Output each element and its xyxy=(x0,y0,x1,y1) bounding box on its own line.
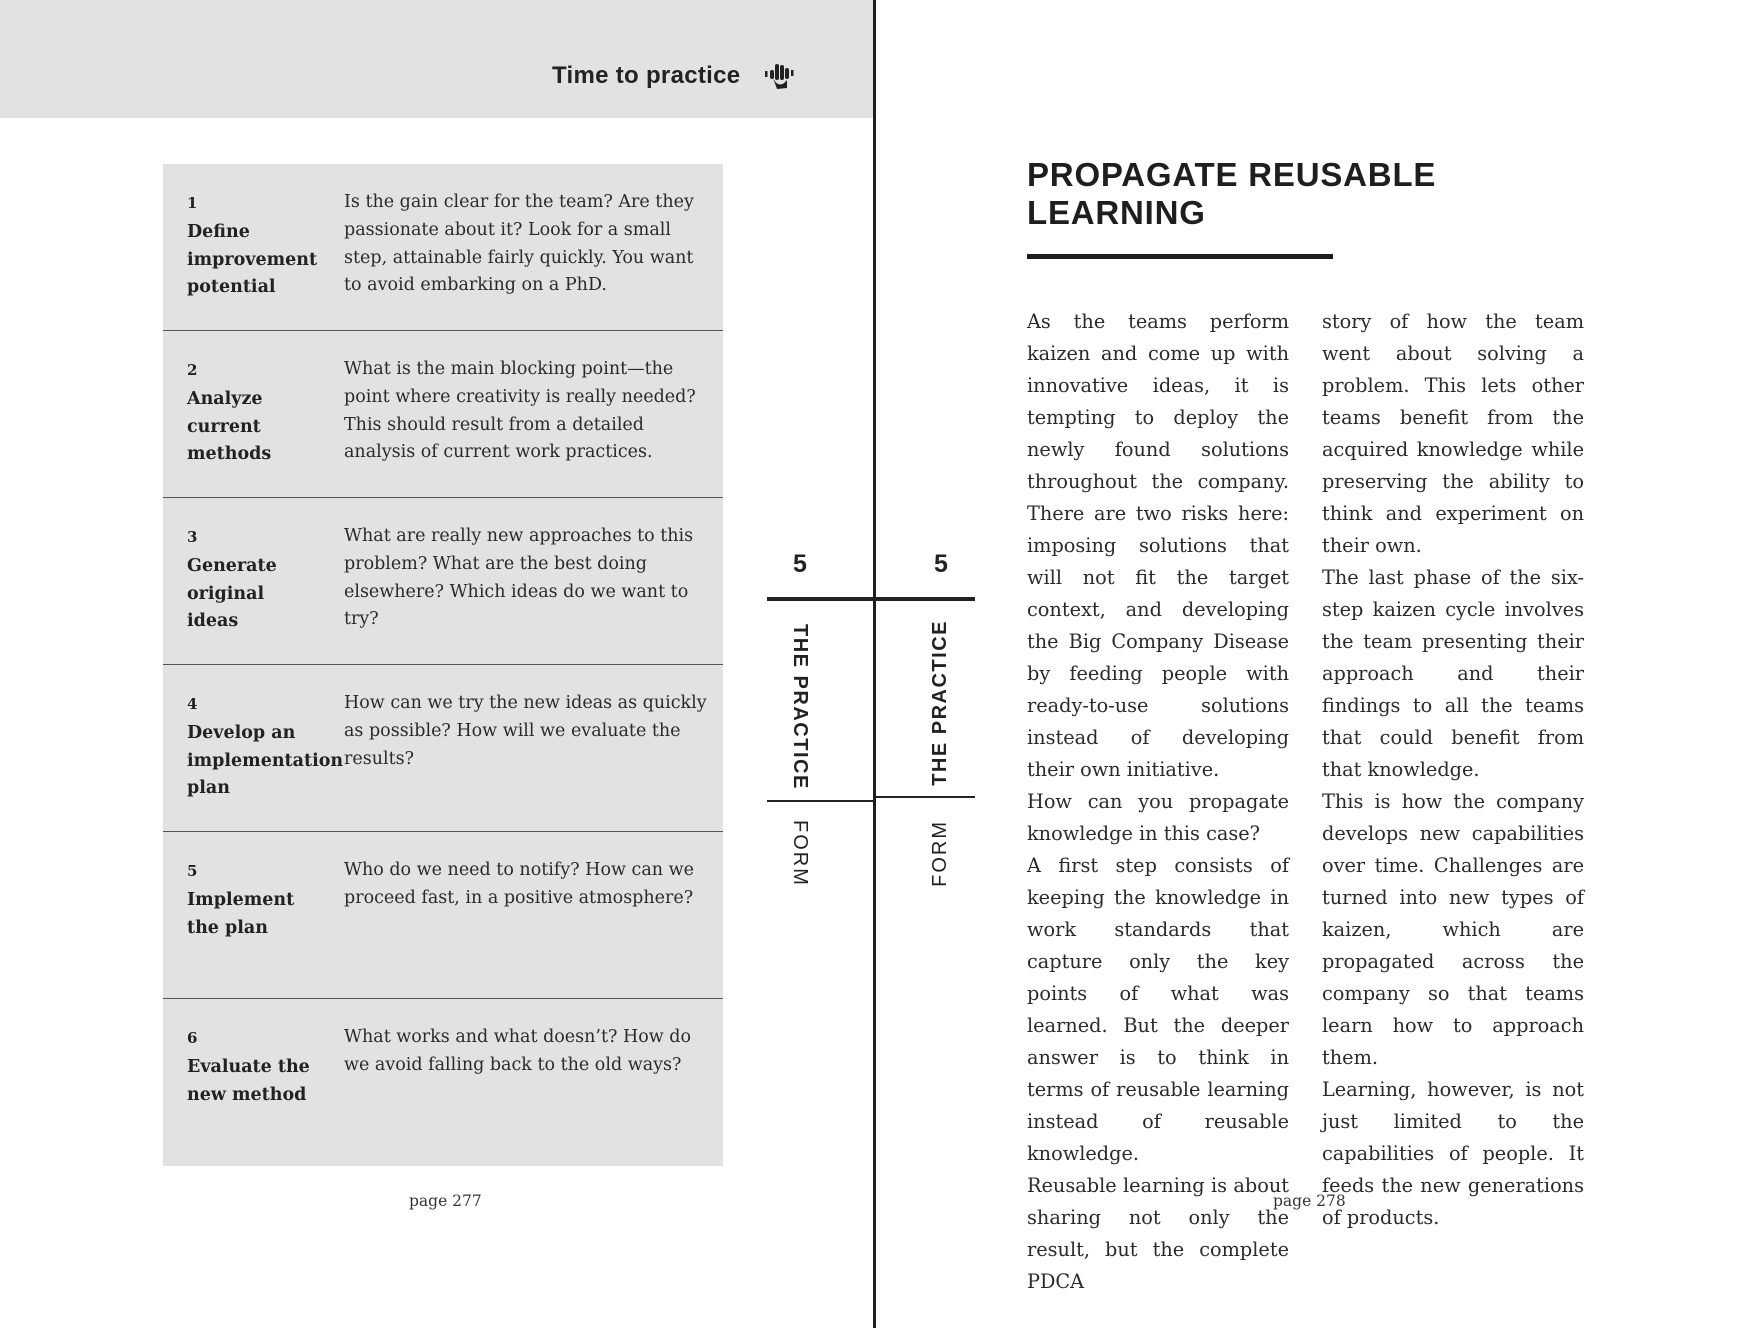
header-band xyxy=(0,0,875,118)
body-column-2 xyxy=(1322,306,1584,1234)
paragraph: A first step consists of keeping the knowledge in work standards that capture only the key points of what was learned. But the deeper answer is to think in terms of reusable learning instead of reusable knowledge. xyxy=(1027,854,1289,1165)
tab-label-form-left: FORM xyxy=(789,820,811,887)
step-number: 2 xyxy=(187,361,198,379)
step-row-2 xyxy=(163,331,723,498)
paragraph: As the teams perform kaizen and come up with innovative ideas, it is tempting to deploy the newly found solutions throughout the company. There are two risks here: imposing solutions that will not fit the target context, and developing the Big Company Disease by feeding people with ready-to-use solutions instead of developing their own initiative. xyxy=(1027,310,1289,781)
section-title-line-2: LEARNING xyxy=(1027,194,1206,231)
paragraph: How can you propagate knowledge in this case? xyxy=(1027,790,1289,845)
page-divider xyxy=(873,0,876,1328)
page-number-left: page 277 xyxy=(409,1192,482,1210)
tab-label-practice-right: THE PRACTICE xyxy=(929,620,951,786)
step-number: 3 xyxy=(187,528,198,546)
step-name: Define improvement potential xyxy=(187,222,318,297)
step-row-5 xyxy=(163,832,723,999)
page-number-right: page 278 xyxy=(1273,1192,1346,1210)
step-description: Is the gain clear for the team? Are they passionate about it? Look for a small step, attainable fairly quickly. You want to avoid embarking on a PhD. xyxy=(344,192,694,296)
step-description: Who do we need to notify? How can we proceed fast, in a positive atmosphere? xyxy=(344,860,694,908)
tab-rule-left xyxy=(767,800,875,802)
paragraph: story of how the team went about solving a problem. This lets other teams benefit from the acquired knowledge while preserving the ability to think and experiment on their own. xyxy=(1322,310,1584,557)
step-name: Develop an implementation plan xyxy=(187,723,344,798)
step-number: 4 xyxy=(187,695,198,713)
paragraph: Reusable learning is about sharing not only the result, but the complete PDCA xyxy=(1027,1174,1289,1293)
step-description: What works and what doesn’t? How do we avoid falling back to the old ways? xyxy=(344,1027,692,1075)
step-description: How can we try the new ideas as quickly as possible? How will we evaluate the results? xyxy=(344,693,707,769)
step-row-6 xyxy=(163,999,723,1166)
step-description: What are really new approaches to this problem? What are the best doing elsewhere? Which ideas do we want to try? xyxy=(344,526,694,630)
tab-rule-top xyxy=(767,597,975,601)
step-number: 1 xyxy=(187,194,198,212)
steps-table xyxy=(163,164,723,1166)
step-row-3 xyxy=(163,498,723,665)
header-title: Time to practice xyxy=(552,62,741,89)
step-name: Implement the plan xyxy=(187,890,295,938)
tab-label-form-right: FORM xyxy=(929,820,951,887)
section-title-line-1: PROPAGATE REUSABLE xyxy=(1027,156,1437,193)
hand-clap-icon xyxy=(765,62,795,90)
paragraph: This is how the company develops new capabilities over time. Challenges are turned into new types of kaizen, which are propagated across the company so that teams learn how to approach them. xyxy=(1322,790,1584,1069)
paragraph: The last phase of the six-step kaizen cycle involves the team presenting their approach and their findings to all the teams that could benefit from that knowledge. xyxy=(1322,566,1584,781)
body-column-1 xyxy=(1027,306,1289,1298)
step-description: What is the main blocking point—the point where creativity is really needed? This should result from a detailed analysis of current work practices. xyxy=(344,359,696,463)
step-name: Evaluate the new method xyxy=(187,1057,310,1105)
tab-rule-right xyxy=(875,796,975,798)
step-number: 6 xyxy=(187,1029,198,1047)
tab-chapter-number-left: 5 xyxy=(793,550,807,578)
step-row-4 xyxy=(163,665,723,832)
tab-label-practice-left: THE PRACTICE xyxy=(789,624,811,790)
step-number: 5 xyxy=(187,862,198,880)
title-underline xyxy=(1027,254,1333,259)
tab-chapter-number-right: 5 xyxy=(934,550,948,578)
paragraph: Learning, however, is not just limited to the capabilities of people. It feeds the new generations of products. xyxy=(1322,1078,1584,1229)
step-row-1 xyxy=(163,164,723,331)
step-name: Analyze current methods xyxy=(187,389,272,464)
section-title xyxy=(1027,156,1527,232)
step-name: Generate original ideas xyxy=(187,556,277,631)
